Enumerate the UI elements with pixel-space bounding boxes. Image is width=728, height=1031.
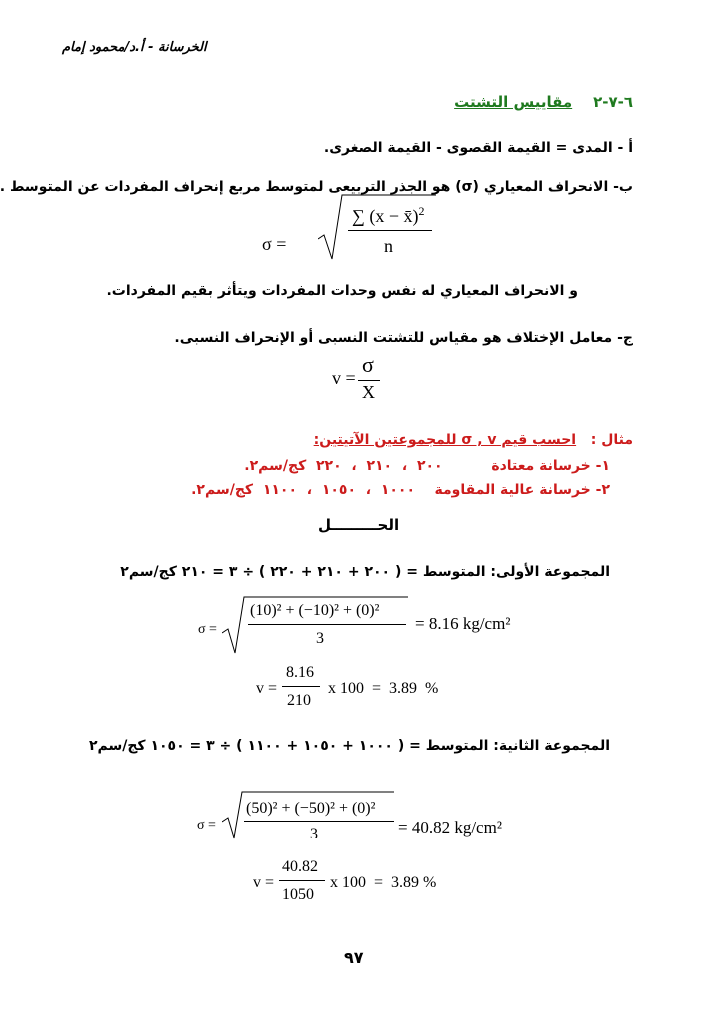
cv-formula-lhs: v = xyxy=(332,368,356,388)
group1-sigma-denominator: 3 xyxy=(316,630,324,647)
group2-v-result: x 100 = 3.89 % xyxy=(330,874,437,891)
cv-formula-fraction-bar xyxy=(358,380,380,381)
example-row-1: ١- خرسانة معتادة ٢٠٠ ، ٢١٠ ، ٢٢٠ كج/سم٢. xyxy=(244,458,610,474)
cv-definition: ج- معامل الإختلاف هو مقياس للتشتت النسبى أو الإنحراف النسبى. xyxy=(174,330,633,346)
group2-v-fraction-bar xyxy=(279,880,325,881)
group1-v-denominator: 210 xyxy=(287,692,311,709)
group2-sigma-denominator: 3 xyxy=(310,826,318,838)
group1-sigma-lhs: σ = xyxy=(198,622,217,637)
group2-v-lhs: v = xyxy=(253,874,275,891)
group1-v-numerator: 8.16 xyxy=(286,664,314,681)
header-signature: الخرسانة - أ.د/محمود إمام xyxy=(62,40,207,55)
std-formula-power: 2 xyxy=(418,204,425,218)
group2-mean-line: المجموعة الثانية: المتوسط = ( ١٠٠٠ + ١٠٥٠ + ١١٠٠ ) ÷ ٣ = ١٠٥٠ كج/سم٢ xyxy=(88,738,610,754)
std-definition: ب- الانحراف المعياري (σ) هو الجذر التربيعى لمتوسط مربع إنحراف المفردات عن المتوسط . xyxy=(0,179,633,195)
cv-formula-denominator: X xyxy=(362,382,375,402)
group1-sigma-fraction-bar xyxy=(248,624,406,625)
group2-sigma-fraction-bar xyxy=(244,821,394,822)
std-formula-numerator: ∑ (x − x̄)$^2$ xyxy=(352,204,425,226)
group1-sigma-numerator: (10)² + (−10)² + (0)² xyxy=(250,602,380,619)
solution-title: الحـــــــــل xyxy=(318,516,400,534)
group2-sigma-lhs: σ = xyxy=(197,818,216,833)
std-formula-fraction-bar xyxy=(348,230,432,231)
std-note: و الانحراف المعياري له نفس وحدات المفردات ويتأثر بقيم المفردات. xyxy=(106,283,578,299)
group1-v-result: x 100 = 3.89 % xyxy=(328,680,439,697)
cv-formula-numerator: σ xyxy=(362,352,374,377)
group2-sigma-result: = 40.82 kg/cm² xyxy=(398,818,502,837)
std-formula-lhs: σ = xyxy=(262,234,287,254)
range-definition: أ - المدى = القيمة القصوى - القيمة الصغرى. xyxy=(323,140,633,156)
example-row-2: ٢- خرسانة عالية المقاومة ١٠٠٠ ، ١٠٥٠ ، ١١٠٠ كج/سم٢. xyxy=(191,482,610,498)
group2-v-numerator: 40.82 xyxy=(282,858,318,875)
example-text: احسب قيم σ , v للمجموعتين الآتيتين: xyxy=(313,432,577,448)
group1-v-fraction-bar xyxy=(282,686,320,687)
group2-v-denominator: 1050 xyxy=(282,886,314,903)
example-heading xyxy=(314,432,633,448)
section-heading xyxy=(454,93,633,111)
section-number: ٦-٧-٢ xyxy=(593,93,633,111)
example-prefix: مثال : xyxy=(590,432,633,448)
group1-sigma-result: = 8.16 kg/cm² xyxy=(415,614,511,633)
page-number: ٩٧ xyxy=(344,948,364,967)
group1-v-lhs: v = xyxy=(256,680,278,697)
group2-sigma-numerator: (50)² + (−50)² + (0)² xyxy=(246,800,376,817)
group1-mean-line: المجموعة الأولى: المتوسط = ( ٢٠٠ + ٢١٠ + ٢٢٠ ) ÷ ٣ = ٢١٠ كج/سم٢ xyxy=(120,564,610,580)
std-formula-denominator: n xyxy=(384,236,393,256)
section-title: مقاييس التشتت xyxy=(454,93,573,111)
